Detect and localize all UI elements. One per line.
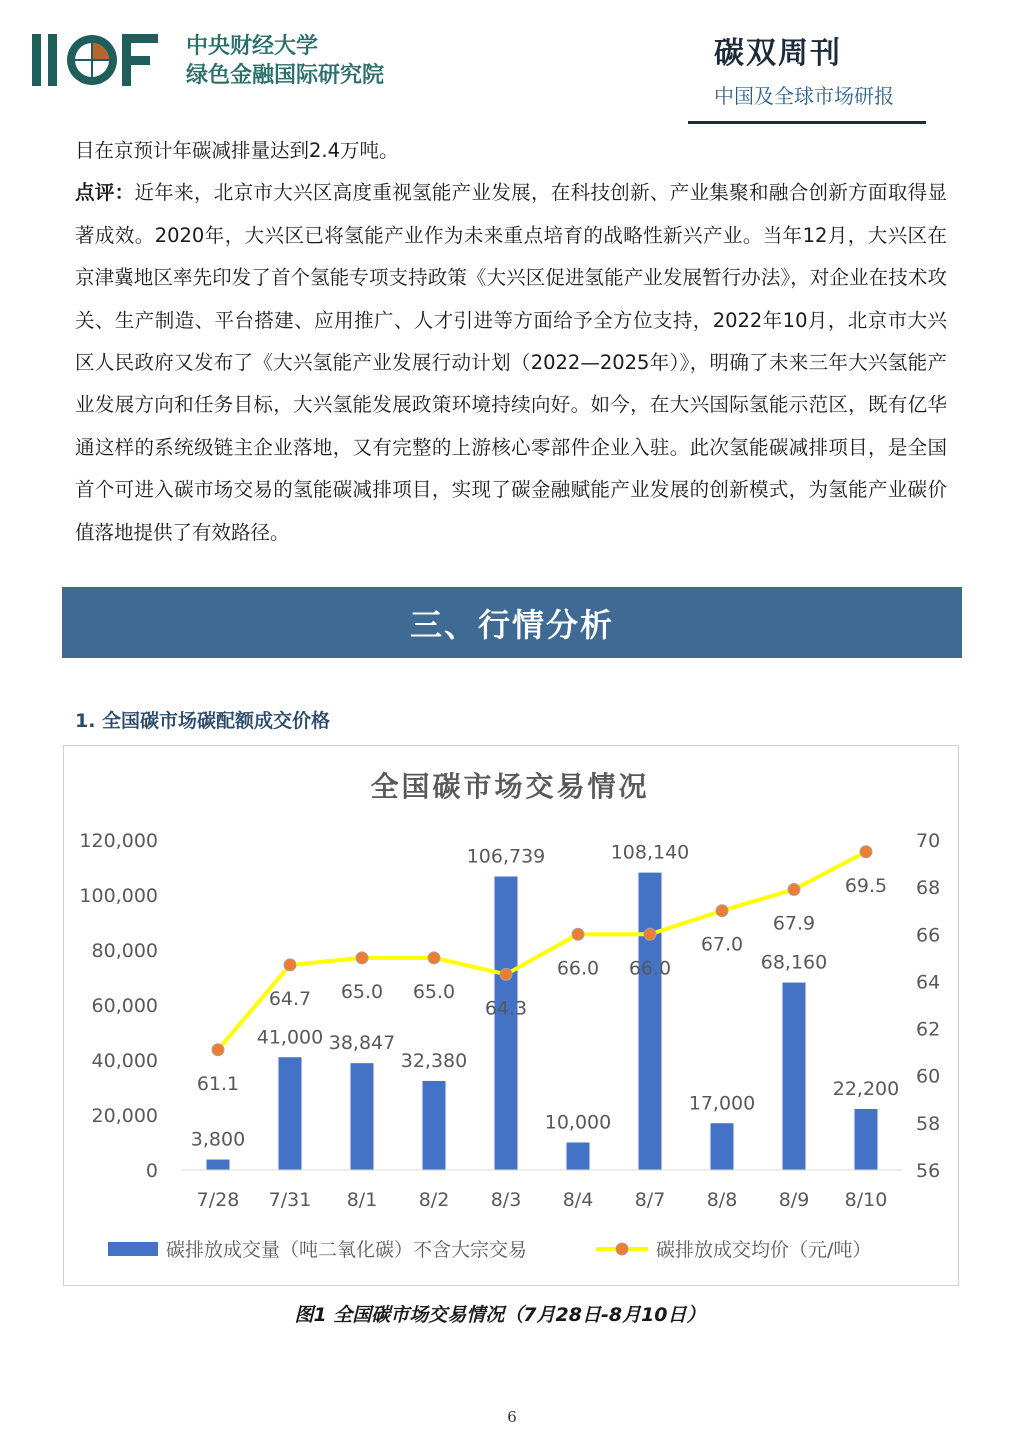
bar [711, 1123, 734, 1170]
section-subheading: 1. 全国碳市场碳配额成交价格 [75, 710, 331, 732]
left-axis-tick-label: 120,000 [79, 830, 158, 852]
price-value-label: 67.9 [772, 912, 816, 935]
bar-value-label: 38,847 [328, 1032, 396, 1055]
chart-legend [108, 1239, 871, 1261]
chart-title: 全国碳市场交易情况 [370, 770, 650, 803]
bar-value-label: 106,739 [466, 845, 546, 868]
page-number: 6 [507, 1408, 517, 1426]
left-axis-tick-label: 40,000 [91, 1050, 158, 1072]
bar-value-label: 68,160 [760, 951, 828, 974]
price-marker [356, 952, 368, 964]
article-body [75, 130, 947, 554]
right-axis-tick-label: 68 [916, 877, 941, 900]
org-name [186, 32, 384, 90]
bar [855, 1109, 878, 1170]
price-marker [572, 928, 584, 940]
price-marker [212, 1044, 224, 1056]
left-axis-tick-label: 100,000 [79, 885, 158, 907]
header-rule [688, 121, 926, 124]
price-marker [788, 884, 800, 896]
right-axis [916, 830, 940, 1182]
bar [279, 1057, 302, 1170]
x-axis-tick-label: 8/8 [706, 1189, 738, 1211]
right-axis-tick-label: 62 [916, 1018, 941, 1041]
price-value-label: 69.5 [844, 874, 888, 897]
comment-paragraph [75, 172, 947, 554]
x-axis [182, 1170, 902, 1211]
x-axis-tick-label: 8/2 [418, 1189, 450, 1211]
comment-text: 近年来，北京市大兴区高度重视氢能产业发展，在科技创新、产业集聚和融合创新方面取得显著成效。2020年，大兴区已将氢能产业作为未来重点培育的战略性新兴产业。当年12月，大兴区在京津冀地区率先印发了首个氢能专项支持政策《大兴区促进氢能产业发展暂行办法》，对企业在技术攻关、生产制造、平台搭建、应用推广、人才引进等方面给予全方位支持，2022年10月，北京市大兴区人民政府又发布了《大兴氢能产业发展行动计划（2022—2025年）》，明确了未来三年大兴氢能产业发展方向和任务目标，大兴氢能发展政策环境持续向好。如今，在大兴国际氢能示范区，既有亿华通这样的系统级链主企业落地，又有完整的上游核心零部件企业入驻。此次氢能碳减排项目，是全国首个可进入碳市场交易的氢能碳减排项目，实现了碳金融赋能产业发展的创新模式，为氢能产业碳价值落地提供了有效路径。 [75, 181, 947, 544]
bar-value-label: 108,140 [610, 841, 690, 864]
iigf-logo [30, 30, 170, 90]
price-marker [428, 952, 440, 964]
price-marker [500, 968, 512, 980]
right-axis-tick-label: 70 [916, 830, 941, 852]
price-value-label: 67.0 [700, 933, 744, 956]
left-axis-tick-label: 20,000 [91, 1105, 158, 1127]
price-marker [716, 905, 728, 917]
legend-bar-label: 碳排放成交量（吨二氧化碳）不含大宗交易 [166, 1239, 528, 1261]
x-axis-tick-label: 8/4 [562, 1189, 594, 1211]
bar [207, 1160, 230, 1170]
price-marker [284, 959, 296, 971]
section-banner: 三、行情分析 [62, 587, 962, 658]
bar-value-label: 22,200 [832, 1077, 900, 1100]
right-axis-tick-label: 56 [916, 1160, 941, 1182]
x-axis-tick-label: 8/1 [346, 1189, 378, 1211]
legend-line-marker [616, 1243, 628, 1255]
bar [423, 1081, 446, 1170]
right-axis-tick-label: 64 [916, 971, 941, 994]
bar [567, 1143, 590, 1171]
bar-value-label: 32,380 [400, 1049, 468, 1072]
bar-value-label: 3,800 [190, 1128, 246, 1151]
price-value-label: 64.7 [268, 987, 312, 1010]
left-axis-tick-label: 60,000 [91, 995, 158, 1017]
right-axis-tick-label: 58 [916, 1112, 941, 1135]
legend-bar-swatch [108, 1242, 158, 1256]
right-axis-tick-label: 60 [916, 1065, 941, 1088]
left-axis [79, 830, 158, 1182]
right-axis-tick-label: 66 [916, 924, 941, 947]
left-axis-tick-label: 80,000 [91, 940, 158, 962]
bar [351, 1063, 374, 1170]
price-value-label: 65.0 [340, 980, 384, 1003]
bar [495, 876, 518, 1170]
x-axis-tick-label: 8/9 [778, 1189, 810, 1211]
org-name-line2: 绿色金融国际研究院 [186, 63, 385, 88]
iigf-logo-mark [30, 30, 170, 90]
chart-frame [63, 745, 959, 1286]
comment-label: 点评： [75, 181, 135, 205]
legend-line-label: 碳排放成交均价（元/吨） [656, 1239, 872, 1261]
x-axis-tick-label: 8/3 [490, 1189, 522, 1211]
bar [639, 873, 662, 1170]
price-value-label: 66.0 [628, 957, 672, 980]
price-value-label: 65.0 [412, 980, 456, 1003]
price-marker [860, 846, 872, 858]
org-name-line1: 中央财经大学 [186, 34, 319, 59]
x-axis-tick-label: 8/10 [844, 1189, 888, 1211]
publication-title: 碳双周刊 [714, 36, 842, 71]
price-value-label: 64.3 [484, 997, 528, 1020]
x-axis-tick-label: 8/7 [634, 1189, 666, 1211]
bar-value-label: 17,000 [688, 1092, 756, 1115]
bar [783, 983, 806, 1170]
left-axis-tick-label: 0 [145, 1160, 158, 1182]
publication-subtitle: 中国及全球市场研报 [714, 84, 894, 108]
price-value-label: 66.0 [556, 957, 600, 980]
bar-value-label: 41,000 [256, 1026, 324, 1049]
figure-caption: 图1 全国碳市场交易情况（7月28日-8月10日） [294, 1304, 706, 1326]
paragraph-first-line: 目在京预计年碳减排量达到2.4万吨。 [75, 139, 399, 162]
x-axis-tick-label: 7/28 [196, 1189, 240, 1211]
trading-chart [64, 746, 957, 1284]
x-axis-tick-label: 7/31 [268, 1189, 312, 1211]
price-marker [644, 928, 656, 940]
price-value-label: 61.1 [196, 1072, 240, 1095]
bar-value-label: 10,000 [544, 1111, 612, 1134]
page-header [0, 0, 1024, 130]
